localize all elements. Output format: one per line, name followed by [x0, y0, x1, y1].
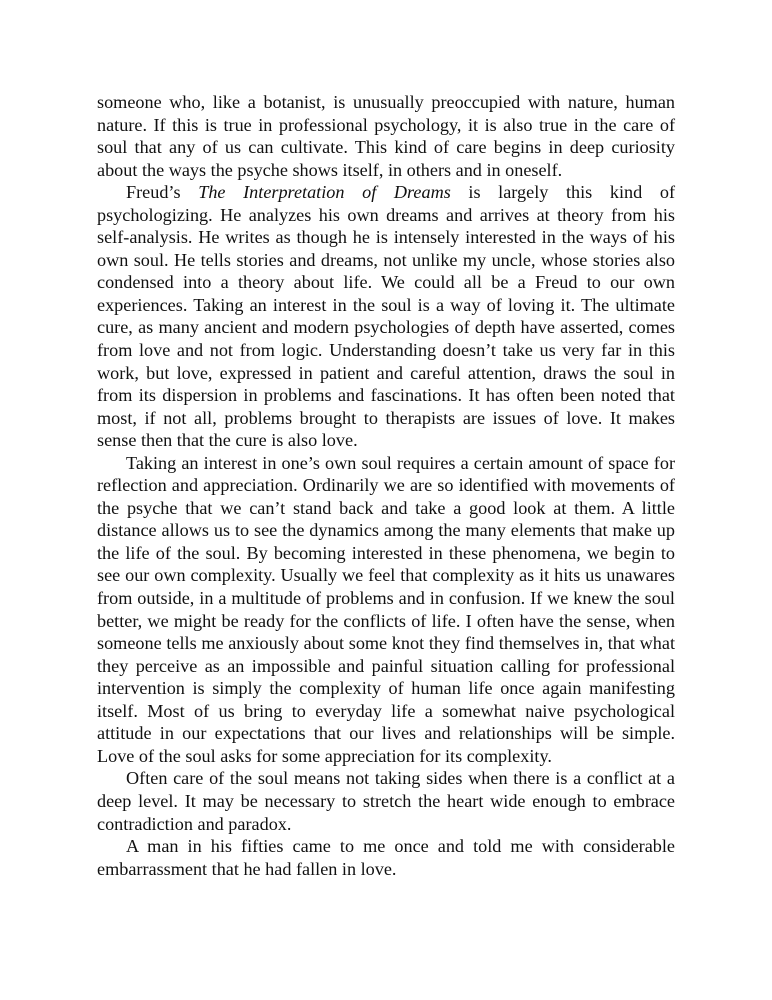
- paragraph-text: Often care of the soul means not taking sides when there is a conflict at a deep level. It may be necessary to stretch the heart wide enough to embrace contradiction and paradox.: [97, 768, 675, 834]
- paragraph-text: A man in his fifties came to me once and told me with considerable embarrassment that he had fallen in love.: [97, 836, 675, 879]
- book-title: The Interpretation of Dreams: [198, 182, 451, 203]
- paragraph-text: Taking an interest in one’s own soul requires a certain amount of space for reflection and appreciation. Ordinarily we are so identified with movements of the psyche that we can’t stand back and take a good look at them. A little distance allows us to see the dynamics among the many elements that make up the life of the soul. By becoming interested in these phenomena, we begin to see our own complexity. Usually we feel that complexity as it hits us unawares from outside, in a multitude of problems and in confusion. If we knew the soul better, we might be ready for the conflicts of life. I often have the sense, when someone tells me anxiously about some knot they find themselves in, that what they perceive as an impossible and painful situation calling for professional intervention is simply the complexity of human life once again manifesting itself. Most of us bring to everyday life a somewhat naive psychological attitude in our expectations that our lives and relationships will be simple. Love of the soul asks for some appreciation for its complexity.: [97, 452, 675, 766]
- paragraph-text: someone who, like a botanist, is unusually preoccupied with nature, human nature. If this is true in professional psychology, it is also true in the care of soul that any of us can cultivate. This kind of care begins in deep curiosity about the ways the psyche shows itself, in others and in oneself.: [97, 92, 675, 180]
- paragraph-man-in-fifties: [97, 835, 675, 880]
- paragraph-not-taking-sides: [97, 767, 675, 835]
- paragraph-text: Freud’s: [126, 182, 199, 203]
- book-page-text: [97, 91, 675, 880]
- paragraph-interest-in-soul: [97, 452, 675, 768]
- paragraph-freud: [97, 181, 675, 452]
- paragraph-continuation: [97, 91, 675, 181]
- paragraph-text: is largely this kind of psychologizing. He analyzes his own dreams and arrives at theory from his self-analysis. He writes as though he is intensely interested in the ways of his own soul. He tells stories and dreams, not unlike my uncle, whose stories also condensed into a theory about life. We could all be a Freud to our own experiences. Taking an interest in the soul is a way of loving it. The ultimate cure, as many ancient and modern psychologies of depth have asserted, comes from love and not from logic. Understanding doesn’t take us very far in this work, but love, expressed in patient and careful attention, draws the soul in from its dispersion in problems and fascinations. It has often been noted that most, if not all, problems brought to therapists are issues of love. It makes sense then that the cure is also love.: [97, 182, 675, 451]
